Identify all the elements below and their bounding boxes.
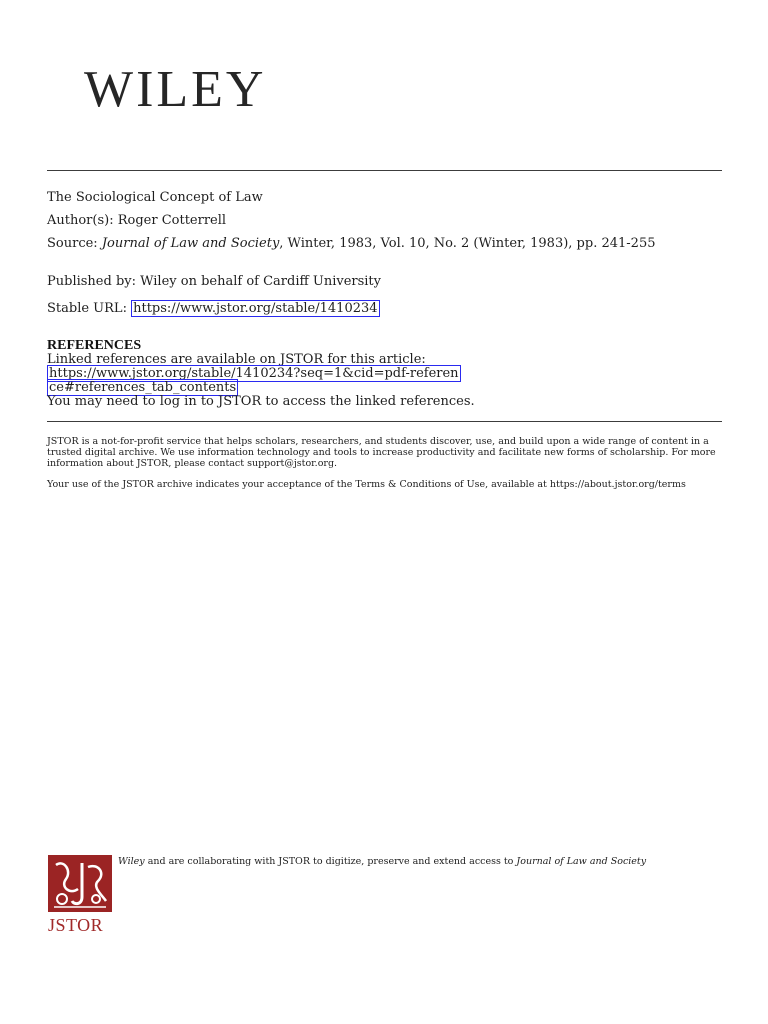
- stable-url-label: Stable URL:: [47, 301, 127, 316]
- authors-value: Roger Cotterrell: [117, 213, 227, 228]
- jstor-logo: [48, 855, 114, 935]
- published-label: Published by:: [47, 274, 136, 289]
- article-authors: [47, 213, 727, 228]
- references-note: You may need to log in to JSTOR to access the linked references.: [47, 394, 475, 409]
- stable-url-link[interactable]: https://www.jstor.org/stable/1410234: [133, 301, 378, 316]
- collab-publisher: Wiley: [118, 856, 145, 867]
- references-block: [47, 353, 727, 409]
- jstor-wordmark: JSTOR: [48, 915, 104, 935]
- top-divider: [47, 170, 722, 171]
- references-intro: Linked references are available on JSTOR for this article:: [47, 352, 426, 367]
- middle-divider: [47, 421, 722, 422]
- article-source: [47, 236, 707, 251]
- source-label: Source:: [47, 236, 98, 251]
- published-value: Wiley on behalf of Cardiff University: [140, 274, 381, 289]
- collaboration-statement: [118, 856, 698, 867]
- wiley-logo: WILEY: [84, 61, 267, 118]
- jstor-about-text: JSTOR is a not-for-profit service that helps scholars, researchers, and students discover, use, and build upon a wide range of content in a trusted digital archive. We use information technology and tools to increase productivity and facilitate new forms of scholarship. For more information about JSTOR, please contact support@jstor.org.: [47, 436, 716, 469]
- references-link[interactable]: https://www.jstor.org/stable/1410234?seq=1&cid=pdf-reference#references_tab_contents: [49, 366, 459, 395]
- jstor-emblem-icon: [48, 855, 112, 912]
- collab-text: and are collaborating with JSTOR to digitize, preserve and extend access to: [144, 856, 517, 867]
- collab-journal: Journal of Law and Society: [516, 856, 647, 867]
- source-details: , Winter, 1983, Vol. 10, No. 2 (Winter, 1983), pp. 241-255: [279, 236, 656, 251]
- article-publisher: [47, 274, 727, 289]
- article-title: The Sociological Concept of Law: [47, 190, 263, 205]
- references-link-wrap: [47, 367, 459, 395]
- authors-label: Author(s):: [47, 213, 114, 228]
- terms-text: Your use of the JSTOR archive indicates your acceptance of the Terms & Conditions of Use, available at https://about.jstor.org/terms: [47, 479, 686, 490]
- references-heading: REFERENCES: [47, 338, 142, 353]
- journal-title: Journal of Law and Society: [101, 236, 280, 251]
- stable-url-line: [47, 301, 727, 316]
